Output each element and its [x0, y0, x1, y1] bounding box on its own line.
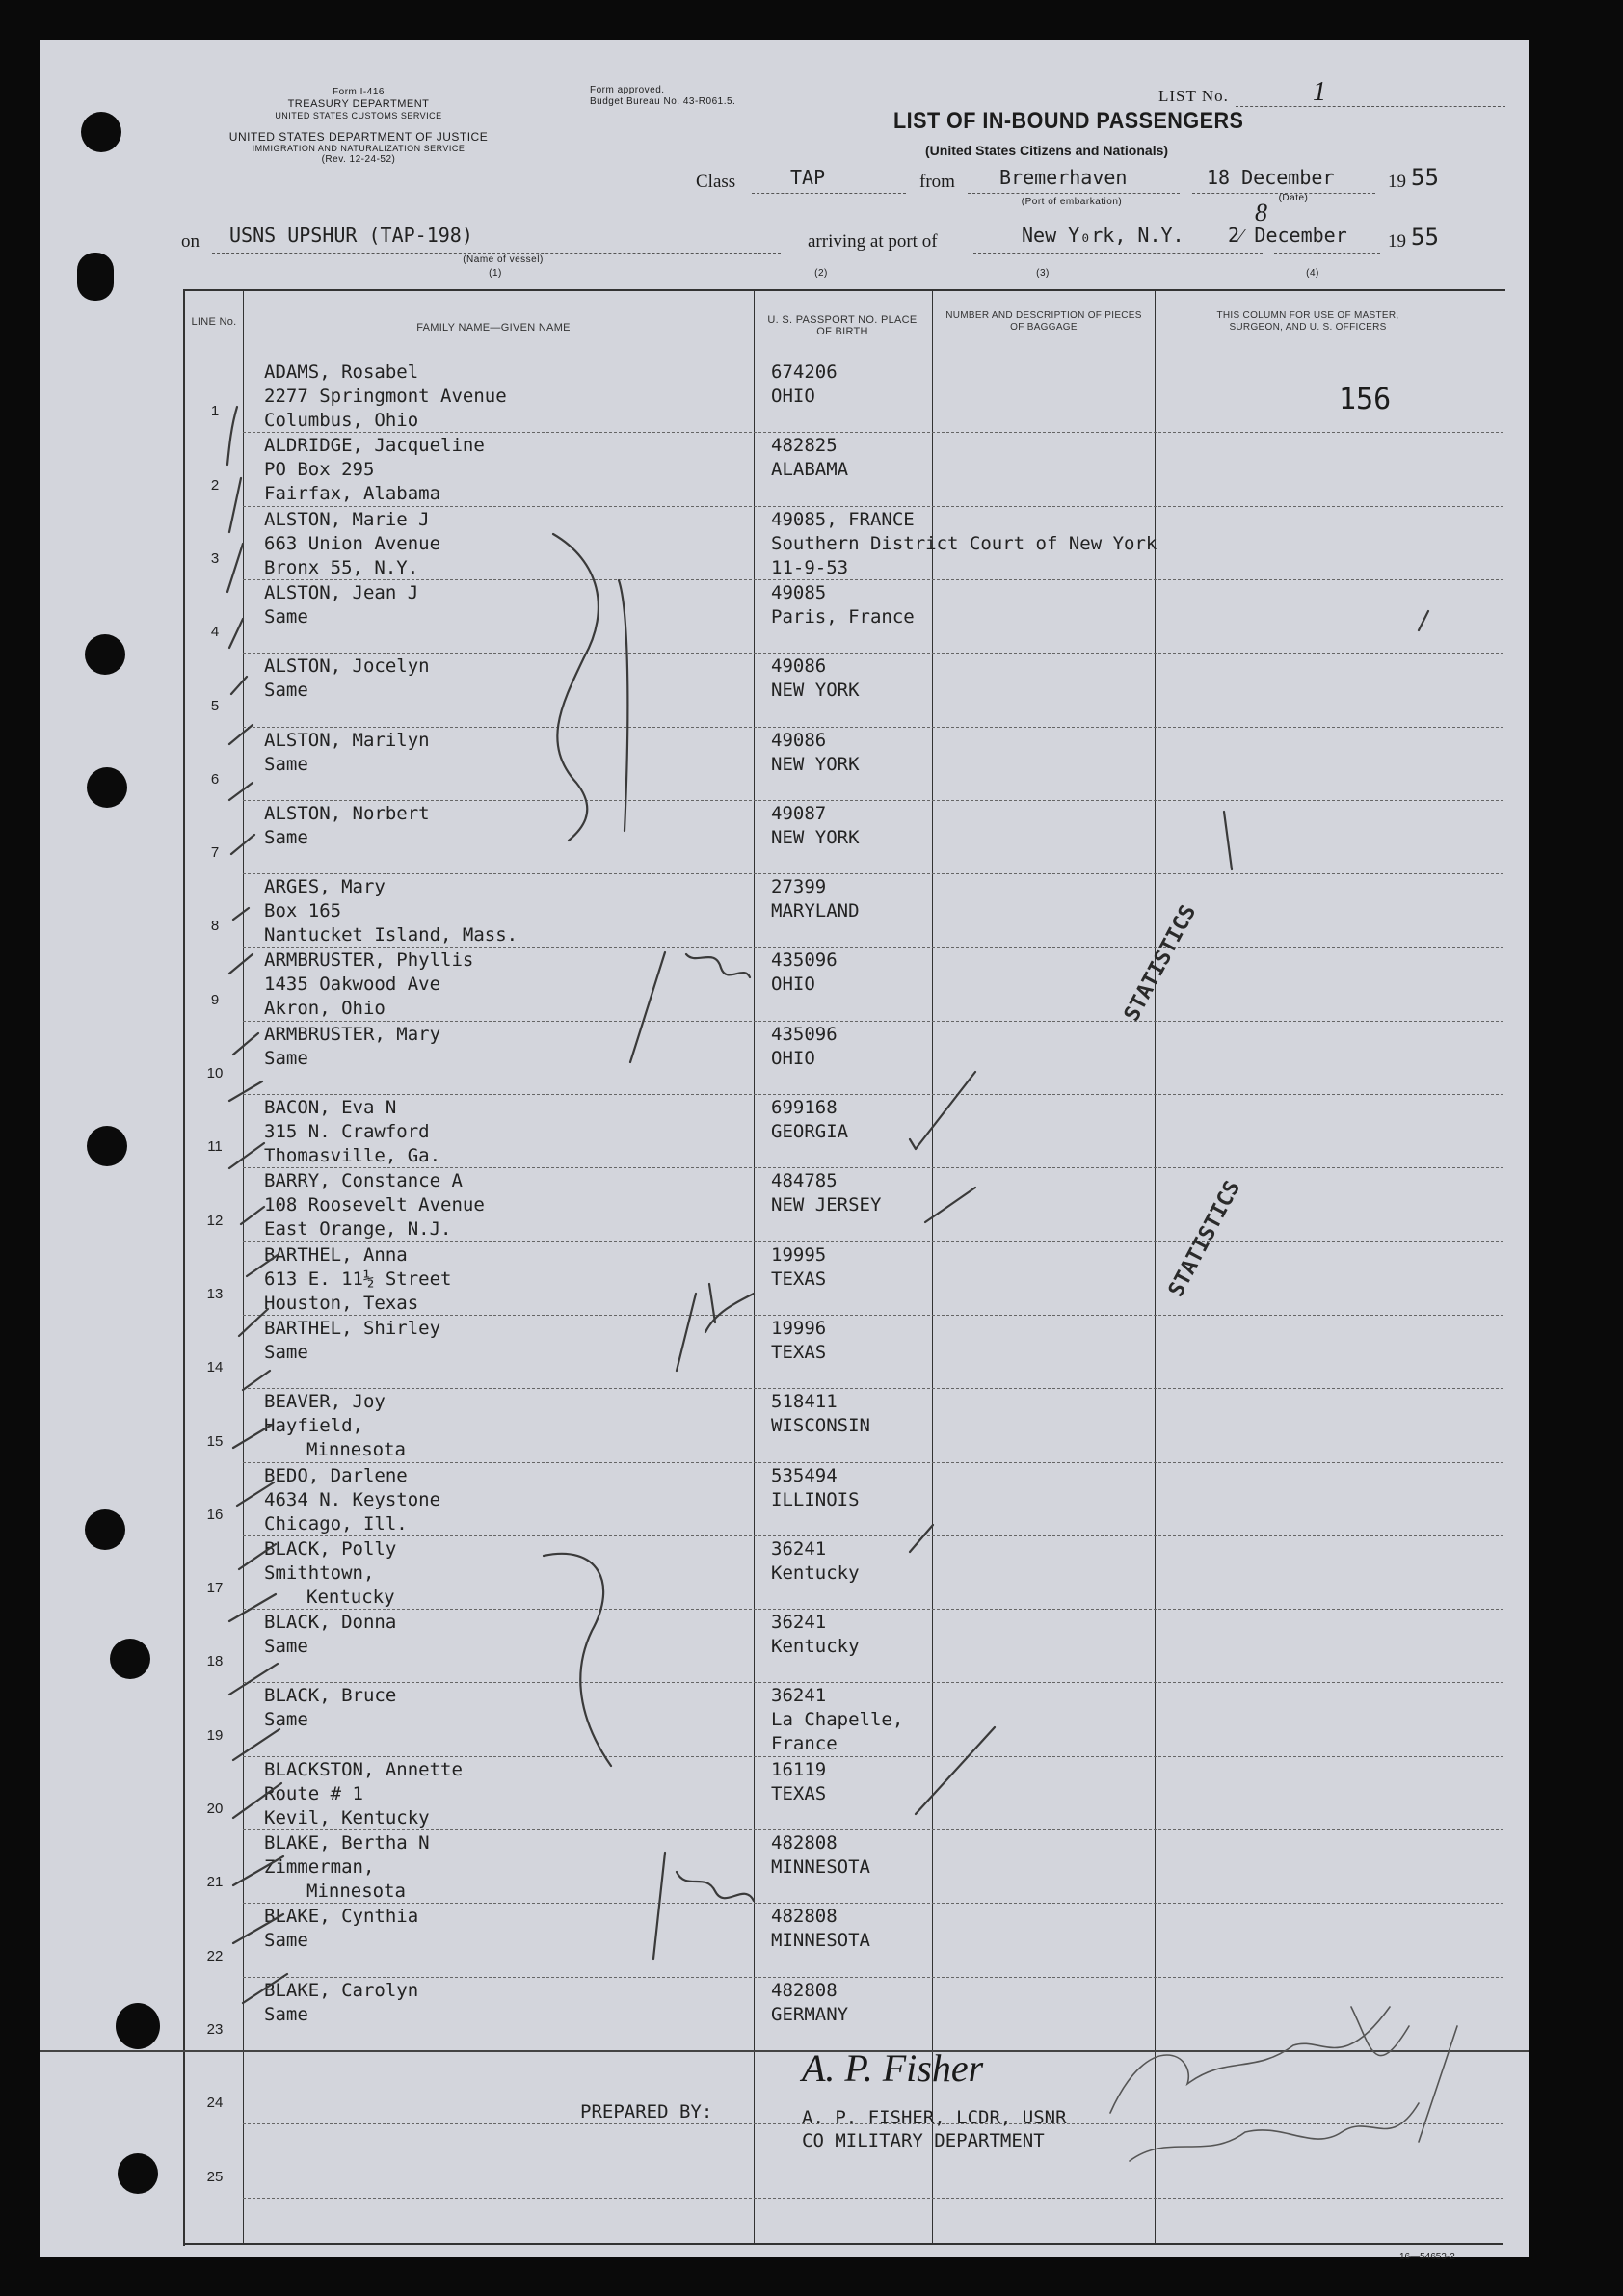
- punch-hole: [87, 1126, 127, 1166]
- class-label: Class: [696, 172, 736, 192]
- passenger-address: Same: [264, 1341, 308, 1363]
- prepared-by-label: PREPARED BY:: [580, 2101, 713, 2122]
- passenger-name: BLAKE, Carolyn: [264, 1979, 419, 2001]
- passenger-address: Same: [264, 1636, 308, 1658]
- col-num-4: (4): [1306, 268, 1319, 279]
- passenger-name: BLACKSTON, Annette: [264, 1758, 463, 1780]
- passport-number: 36241: [771, 1685, 827, 1707]
- list-no-label: LIST No.: [1158, 87, 1229, 105]
- passenger-address: Same: [264, 1709, 308, 1731]
- depart-date: 18 December: [1207, 166, 1335, 189]
- passenger-name: BEDO, Darlene: [264, 1464, 408, 1486]
- passenger-name: ADAMS, Rosabel: [264, 361, 419, 383]
- passenger-address: Zimmerman,: [264, 1856, 375, 1878]
- from-label: from: [919, 172, 955, 192]
- passport-number: 19996: [771, 1317, 827, 1339]
- list-title: LIST OF IN-BOUND PASSENGERS: [893, 108, 1244, 134]
- place-of-birth: Southern District Court of New York: [771, 532, 1157, 554]
- passenger-name: BARRY, Constance A: [264, 1170, 463, 1192]
- place-of-birth: OHIO: [771, 1047, 815, 1069]
- passenger-address: 4634 N. Keystone: [264, 1488, 441, 1510]
- passenger-address: Chicago, Ill.: [264, 1512, 408, 1535]
- passenger-address: Kentucky: [306, 1586, 395, 1608]
- line-number: 13: [206, 1285, 224, 1302]
- passenger-address: 663 Union Avenue: [264, 532, 441, 554]
- place-of-birth: MINNESOTA: [771, 1856, 870, 1878]
- line-number: 4: [210, 624, 220, 641]
- passport-number: 482808: [771, 1979, 838, 2001]
- place-of-birth: France: [771, 1733, 838, 1755]
- manifest-page: [40, 40, 1529, 2262]
- passenger-name: BLAKE, Cynthia: [264, 1906, 419, 1928]
- vessel-name: USNS UPSHUR (TAP-198): [229, 224, 473, 247]
- passport-number: 49085: [771, 581, 827, 603]
- form-number: Form I-416: [333, 87, 385, 97]
- passenger-address: Nantucket Island, Mass.: [264, 924, 519, 947]
- passenger-name: ARMBRUSTER, Phyllis: [264, 949, 474, 972]
- punch-hole: [77, 253, 114, 301]
- line-number: 12: [206, 1212, 224, 1229]
- arrival-date: 2⁄ December: [1228, 224, 1347, 247]
- line-number: 24: [206, 2095, 224, 2112]
- col-num-1: (1): [489, 268, 502, 279]
- passenger-address: Same: [264, 605, 308, 627]
- list-no-value: 1: [1313, 77, 1326, 107]
- statistics-stamp-1: STATISTICS: [1120, 901, 1202, 1026]
- passenger-address: Same: [264, 1930, 308, 1952]
- line-number: 16: [206, 1506, 224, 1523]
- passenger-name: ALSTON, Jean J: [264, 581, 419, 603]
- year-prefix-2: 19: [1388, 231, 1406, 252]
- passport-number: 16119: [771, 1758, 827, 1780]
- class-value: TAP: [790, 166, 826, 189]
- place-of-birth: OHIO: [771, 386, 815, 407]
- passenger-address: 1435 Oakwood Ave: [264, 974, 441, 996]
- passenger-address: 613 E. 11½ Street: [264, 1268, 452, 1290]
- passport-number: 435096: [771, 949, 838, 972]
- passenger-address: Route # 1: [264, 1782, 363, 1804]
- preparer-signature: A. P. Fisher: [802, 2046, 984, 2090]
- line-number: 9: [210, 991, 220, 1008]
- passenger-address: Columbus, Ohio: [264, 410, 419, 431]
- statistics-stamp-2: STATISTICS: [1164, 1177, 1246, 1301]
- col-header-officers: THIS COLUMN FOR USE OF MASTER, SURGEON, AND U. S. OFFICERS: [1216, 310, 1399, 333]
- depart-year: 55: [1411, 164, 1439, 191]
- passenger-address: Box 165: [264, 900, 342, 922]
- line-number: 17: [206, 1580, 224, 1597]
- line-number: 5: [210, 697, 220, 714]
- passport-number: 49086: [771, 655, 827, 678]
- line-number: 8: [210, 918, 220, 935]
- passenger-address: Same: [264, 753, 308, 775]
- passenger-name: BARTHEL, Anna: [264, 1243, 408, 1266]
- line-number: 11: [207, 1138, 223, 1156]
- line-number: 22: [206, 1947, 224, 1964]
- passport-number: 19995: [771, 1243, 827, 1266]
- col-num-3: (3): [1036, 268, 1050, 279]
- passport-number: 535494: [771, 1464, 838, 1486]
- place-of-birth: MINNESOTA: [771, 1930, 870, 1952]
- place-of-birth: MARYLAND: [771, 900, 860, 922]
- line-number: 18: [206, 1653, 224, 1670]
- passenger-address: Kevil, Kentucky: [264, 1806, 430, 1829]
- arriving-label: arriving at port of: [808, 231, 938, 252]
- line-number: 3: [210, 549, 220, 567]
- passenger-address: PO Box 295: [264, 459, 375, 481]
- col-num-2: (2): [814, 268, 828, 279]
- line-number: 25: [206, 2168, 224, 2185]
- place-of-birth: TEXAS: [771, 1341, 827, 1363]
- line-number: 7: [210, 844, 220, 862]
- passenger-name: ARMBRUSTER, Mary: [264, 1023, 441, 1045]
- preparer-dept: CO MILITARY DEPARTMENT: [802, 2130, 1045, 2151]
- handwritten-marks: [40, 40, 1529, 2257]
- col-header-baggage: NUMBER AND DESCRIPTION OF PIECES OF BAGGAGE: [945, 310, 1142, 333]
- passenger-name: ALSTON, Marilyn: [264, 729, 430, 751]
- passport-number: 49087: [771, 802, 827, 824]
- passport-number: 699168: [771, 1097, 838, 1118]
- place-of-birth: OHIO: [771, 974, 815, 996]
- punch-hole: [110, 1639, 150, 1679]
- place-of-birth: NEW YORK: [771, 753, 860, 775]
- ins-service: IMMIGRATION AND NATURALIZATION SERVICE: [252, 144, 466, 153]
- place-of-birth: GERMANY: [771, 2003, 849, 2025]
- line-number: 23: [206, 2020, 224, 2038]
- punch-hole: [85, 634, 125, 675]
- passport-number: 49086: [771, 729, 827, 751]
- place-of-birth: TEXAS: [771, 1782, 827, 1804]
- punch-hole: [87, 767, 127, 808]
- place-of-birth: TEXAS: [771, 1268, 827, 1290]
- punch-hole: [81, 112, 121, 152]
- passenger-name: BLACK, Polly: [264, 1537, 397, 1560]
- place-of-birth: Paris, France: [771, 605, 915, 627]
- passenger-name: BLACK, Donna: [264, 1612, 397, 1634]
- passenger-name: BACON, Eva N: [264, 1097, 397, 1118]
- place-of-birth: 11-9-53: [771, 556, 849, 578]
- line-number: 10: [206, 1065, 224, 1081]
- col-header-passport: U. S. PASSPORT NO. PLACE OF BIRTH: [767, 314, 918, 337]
- preparer-name: A. P. FISHER, LCDR, USNR: [802, 2107, 1067, 2128]
- passenger-name: BEAVER, Joy: [264, 1391, 386, 1413]
- on-label: on: [181, 231, 200, 252]
- year-prefix-1: 19: [1388, 172, 1406, 192]
- passenger-address: Thomasville, Ga.: [264, 1145, 441, 1166]
- arrival-port: New Y₀rk, N.Y.: [1022, 224, 1184, 247]
- vessel-caption: (Name of vessel): [463, 254, 544, 265]
- justice-dept: UNITED STATES DEPARTMENT OF JUSTICE: [228, 130, 489, 144]
- place-of-birth: WISCONSIN: [771, 1415, 870, 1437]
- place-of-birth: ALABAMA: [771, 459, 849, 481]
- passport-number: 484785: [771, 1170, 838, 1192]
- from-value: Bremerhaven: [999, 166, 1128, 189]
- place-of-birth: La Chapelle,: [771, 1709, 904, 1731]
- place-of-birth: NEW YORK: [771, 680, 860, 702]
- line-number: 1: [210, 403, 220, 420]
- passenger-address: 108 Roosevelt Avenue: [264, 1194, 485, 1216]
- passenger-address: Houston, Texas: [264, 1292, 419, 1314]
- passport-number: 27399: [771, 876, 827, 898]
- passenger-address: Hayfield,: [264, 1415, 363, 1437]
- passenger-address: Same: [264, 1047, 308, 1069]
- passenger-name: BARTHEL, Shirley: [264, 1317, 441, 1339]
- officer-note: 156: [1339, 383, 1392, 416]
- place-of-birth: Kentucky: [771, 1562, 860, 1584]
- passenger-address: Same: [264, 826, 308, 848]
- punch-hole: [118, 2153, 158, 2194]
- list-subtitle: (United States Citizens and Nationals): [925, 143, 1169, 158]
- line-number: 14: [206, 1359, 224, 1376]
- passport-number: 36241: [771, 1537, 827, 1560]
- passport-number: 518411: [771, 1391, 838, 1413]
- passenger-name: ARGES, Mary: [264, 876, 386, 898]
- passport-number: 482825: [771, 435, 838, 457]
- passenger-name: BLAKE, Bertha N: [264, 1832, 430, 1854]
- passport-number: 674206: [771, 361, 838, 383]
- passport-number: 49085, FRANCE: [771, 508, 915, 530]
- passenger-name: ALSTON, Norbert: [264, 802, 430, 824]
- place-of-birth: NEW YORK: [771, 826, 860, 848]
- passenger-address: Bronx 55, N.Y.: [264, 556, 419, 578]
- passenger-name: ALSTON, Jocelyn: [264, 655, 430, 678]
- passenger-address: 315 N. Crawford: [264, 1121, 430, 1142]
- footer-code: 16—54653-2: [1399, 2252, 1455, 2262]
- passenger-address: East Orange, N.J.: [264, 1218, 452, 1241]
- passenger-address: Fairfax, Alabama: [264, 483, 441, 505]
- passenger-name: BLACK, Bruce: [264, 1685, 397, 1707]
- passenger-address: 2277 Springmont Avenue: [264, 386, 507, 407]
- line-number: 2: [210, 476, 220, 494]
- date-caption: (Date): [1278, 193, 1309, 203]
- place-of-birth: GEORGIA: [771, 1121, 849, 1142]
- passenger-address: Same: [264, 680, 308, 702]
- punch-hole: [85, 1509, 125, 1550]
- line-number: 15: [206, 1432, 224, 1450]
- port-embark-caption: (Port of embarkation): [1021, 197, 1123, 207]
- passport-number: 482808: [771, 1906, 838, 1928]
- place-of-birth: NEW JERSEY: [771, 1194, 882, 1216]
- line-number: 21: [206, 1874, 224, 1891]
- passenger-address: Same: [264, 2003, 308, 2025]
- arrival-day-correction: 8: [1255, 199, 1267, 227]
- passenger-address: Minnesota: [306, 1881, 406, 1902]
- arrival-year: 55: [1411, 224, 1439, 251]
- punch-hole: [116, 2003, 160, 2049]
- treasury-dept: TREASURY DEPARTMENT: [287, 98, 430, 110]
- customs-service: UNITED STATES CUSTOMS SERVICE: [275, 111, 442, 120]
- place-of-birth: Kentucky: [771, 1636, 860, 1658]
- passport-number: 482808: [771, 1832, 838, 1854]
- budget-bureau: Budget Bureau No. 43-R061.5.: [590, 96, 736, 107]
- passenger-address: Minnesota: [306, 1439, 406, 1461]
- line-number: 19: [206, 1726, 224, 1744]
- line-number: 6: [210, 770, 220, 788]
- passenger-address: Smithtown,: [264, 1562, 375, 1584]
- col-header-name: FAMILY NAME—GIVEN NAME: [416, 322, 571, 334]
- passenger-name: ALSTON, Marie J: [264, 508, 430, 530]
- passenger-address: Akron, Ohio: [264, 998, 386, 1020]
- revision: (Rev. 12-24-52): [321, 154, 396, 165]
- passport-number: 36241: [771, 1612, 827, 1634]
- place-of-birth: ILLINOIS: [771, 1488, 860, 1510]
- col-header-line-no: LINE No.: [191, 316, 237, 328]
- form-approved: Form approved.: [590, 85, 665, 95]
- passenger-name: ALDRIDGE, Jacqueline: [264, 435, 485, 457]
- passport-number: 435096: [771, 1023, 838, 1045]
- line-number: 20: [206, 1801, 224, 1817]
